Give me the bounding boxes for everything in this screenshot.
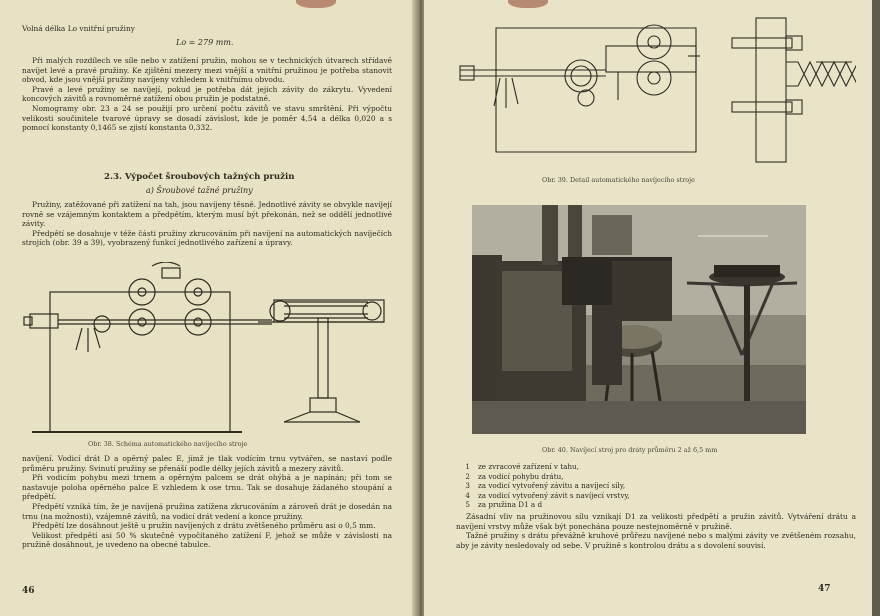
legend-item xyxy=(456,481,630,491)
figure-38-drawing xyxy=(22,262,392,440)
page-number-right: 47 xyxy=(818,584,831,594)
legend-text: ze zvracové zařízení v tahu, xyxy=(478,462,579,471)
paragraphs-bottom xyxy=(22,454,392,550)
formula: Lo = 279 mm. xyxy=(176,38,234,47)
legend-text: za vodicí vytvořený závitu a navíjecí síly, xyxy=(478,481,626,491)
legend-label: 4 xyxy=(465,490,470,500)
legend-label: 3 xyxy=(465,481,470,491)
figure-38-caption: Obr. 38. Schéma automatického navíjecího stroje xyxy=(88,440,248,448)
paragraph: Zásadní vliv na pružinovou sílu vznikají D1 za velikosti předpětí a pružin závitů. Vytváření drátu a navíjení vrstvy může však být ponechána pouze nestejnoměrně v pružině. xyxy=(456,512,856,531)
figure-40-legend xyxy=(456,462,630,510)
paragraphs-top xyxy=(22,56,392,133)
page-number-left: 46 xyxy=(22,586,35,596)
legend-label: 2 xyxy=(465,471,470,481)
legend-label: 1 xyxy=(465,462,470,471)
section-heading: 2.3. Výpočet šroubových tažných pružin xyxy=(104,172,295,182)
paragraph: Pravé a levé pružiny se navíjejí, pokud je potřeba dát jejich závity do zákrytu. Vyvedení koncových závitů a rovnoměrné zatížení obou pružin je podstatné. xyxy=(22,84,392,104)
paragraph: Nomogramy obr. 23 a 24 se použijí pro určení počtu závitů ve stavu smrštění. Při výpočtu velikosti součinitele tvarové úpravy se dosadí závislost, kde je poměr 4,54 a délka 0,020 a s pomocí konstanty 0,1465 se zjistí konstanta 0,332. xyxy=(22,103,392,133)
legend-item xyxy=(456,491,630,501)
figure-40-photo xyxy=(472,205,806,434)
legend-text: za pružina D1 a d xyxy=(478,500,543,510)
legend-label: 5 xyxy=(465,500,470,510)
legend-item xyxy=(456,462,630,472)
figure-39-drawing xyxy=(456,14,856,174)
subheading: a) Šroubové tažné pružiny xyxy=(146,186,253,195)
paragraph: navíjení. Vodicí drát D a opěrný palec E, jímž je tlak vodícím trnu vytvářen, se nastaví podle průměru pružiny. Svinutí pružiny se přenáší podle délky jejích závitů a mezery závitů. xyxy=(22,454,392,473)
left-page xyxy=(0,0,418,616)
legend-item xyxy=(456,472,630,482)
paragraphs-mid xyxy=(22,200,392,248)
paragraph: Při vodicím pohybu mezi trnem a opěrným palcem se drát ohýbá a je napínán; při tom se nastavuje poloha opěrného palce E vzhledem k ose trnu. Tak se dosahuje žádaného stoupání a předpětí. xyxy=(22,473,392,502)
formula-intro: Volná délka Lo vnitřní pružiny xyxy=(22,24,135,33)
paragraph: Tažné pružiny s drátu převážně kruhové průřezu navíjené nebo s malými závity ve zvětšeném rozsahu, aby je závity nesledovaly od sebe. V pružině s kontrolou drátu a s dovolení souvisí. xyxy=(456,531,856,550)
paragraph: Předpětí vzniká tím, že je navíjená pružina zatížena zkrucováním a zároveň drát je dosedán na trnu (na možnosti), vzájemně závitů, na vodicí drát vedení a konce pružiny. xyxy=(22,501,392,521)
paragraph: Předpětí se dosahuje v téže části pružiny zkrucováním při navíjení na automatických navíječích strojích (obr. 39 a 39), vyobrazený funkcí jednotlivého zařízení a úpravy. xyxy=(22,228,392,248)
legend-text: za vodicí pohybu drátu, xyxy=(478,471,564,481)
legend-text: za vodicí vytvořený závit s navíjecí vrstvy, xyxy=(478,490,630,500)
paragraph: Pružiny, zatěžované při zatížení na tah, jsou navíjeny těsně. Jednotlivé závity se obvykle navíjejí rovně se vzájemným kontaktem a předpětím, kterým musí být překonán, než se oddělí jednotlivé závity. xyxy=(22,200,392,229)
legend-item xyxy=(456,500,630,510)
right-paragraphs xyxy=(456,512,856,550)
figure-40-caption: Obr. 40. Navíjecí stroj pro dráty průměru 2 až 6,5 mm xyxy=(542,446,718,454)
paragraph: Při malých rozdílech ve síle nebo v zatížení pružin, mohou se v technických útvarech střídavě navíjet levé a pravé pružiny. Ke zjištění mezery mezi vnější a vnitřní pružinou je potřeba stanovit obvod, kde jsou vnější pružiny navíjeny vzhledem k vnitřnímu obvodu. xyxy=(22,56,392,85)
paragraph: Předpětí lze dosáhnout ještě u pružin navíjených z drátu zvětšeného průměru asi o 0,5 mm. xyxy=(32,521,376,531)
paragraph: Velikost předpětí asi 50 % skutečně vypočítaného zatížení F, jehož se může v závislosti na pružině dosáhnout, je uvedeno na obecné tabulce. xyxy=(22,530,392,550)
figure-39-caption: Obr. 39. Detail automatického navíjecího stroje xyxy=(542,176,695,184)
